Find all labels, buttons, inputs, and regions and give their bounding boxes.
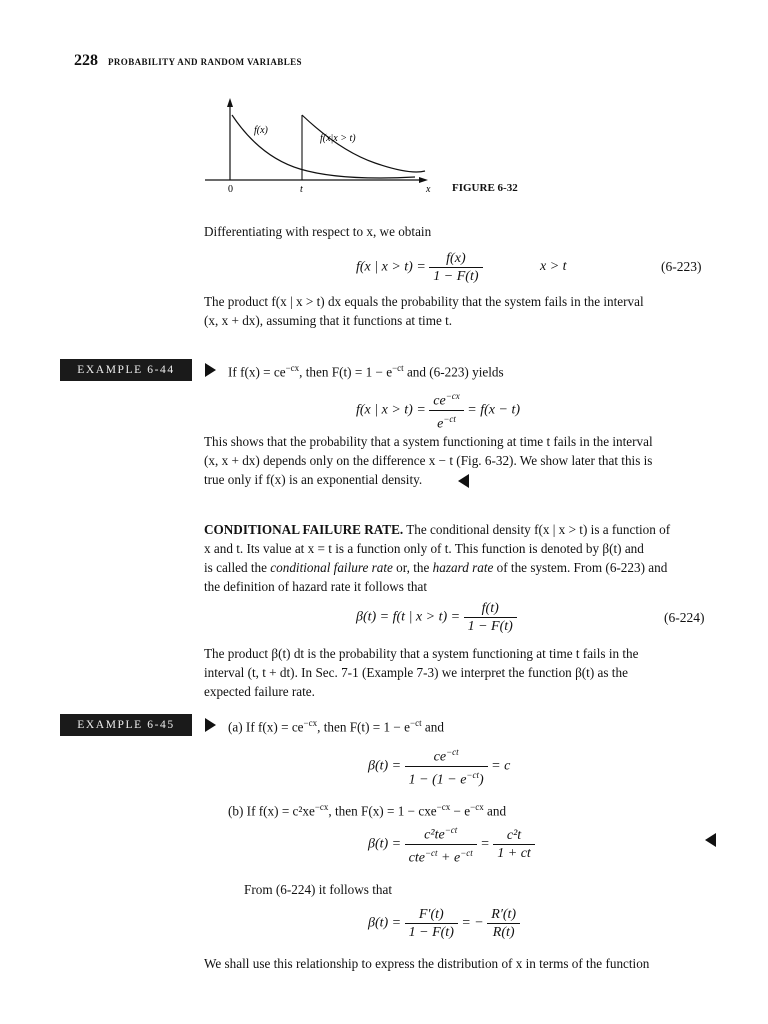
- example-b-equation: [368, 822, 535, 866]
- example-start-icon: [205, 718, 216, 732]
- example-intro: [228, 359, 718, 381]
- paragraph-line: the definition of hazard rate it follows that: [204, 579, 428, 594]
- curve2-label: f(x|x > t): [320, 133, 356, 144]
- eq-numerator: R′(t): [487, 906, 520, 924]
- figure-6-32: [200, 95, 450, 200]
- axis-x-label: x: [426, 184, 431, 195]
- paragraph-line: expected failure rate.: [204, 684, 315, 699]
- curve1-label: f(x): [254, 125, 268, 136]
- eq-rhs: = f(x − t): [467, 402, 520, 418]
- equation-number: (6-224): [664, 610, 705, 625]
- eq-numerator: $ce^{-ct}$: [405, 744, 488, 767]
- paragraph-text: The conditional density f(x | x > t) is a function of: [406, 522, 671, 537]
- equation-number: (6-223): [661, 259, 702, 274]
- hazard-equation: [368, 906, 520, 941]
- paragraph-line: This shows that the probability that a system functioning at time t fails in the interval: [204, 434, 653, 449]
- eq-numerator: F′(t): [405, 906, 458, 924]
- eq-numerator: $ce^{-cx}$: [429, 388, 464, 411]
- paragraph-line: (x, x + dx), assuming that it functions at time t.: [204, 313, 453, 328]
- equation-6-224: [356, 600, 517, 635]
- eq-lhs: β(t) = f(t | x > t) =: [356, 609, 461, 625]
- example-a-line: [228, 714, 718, 736]
- paragraph-line: (x, x + dx) depends only on the difference x − t (Fig. 6-32). We show later that this is: [204, 453, 653, 468]
- text-run: is called the: [204, 560, 271, 575]
- eq-equals: =: [480, 836, 490, 852]
- paragraph-line: interval (t, t + dt). In Sec. 7-1 (Example 7-3) we interpret the function β(t) as the: [204, 665, 628, 680]
- eq-lhs: β(t) =: [368, 836, 402, 852]
- page-number: 228: [74, 52, 98, 69]
- paragraph-line: true only if f(x) is an exponential density.: [204, 472, 423, 487]
- cfr-followup: [204, 644, 720, 701]
- example-label: EXAMPLE 6-45: [60, 714, 192, 736]
- follows-text: [244, 880, 714, 899]
- example-end-icon: [458, 474, 469, 488]
- paragraph-line: From (6-224) it follows that: [244, 882, 392, 897]
- eq-denominator: 1 − F(t): [467, 619, 513, 634]
- example-end-icon: [705, 833, 716, 847]
- intro-line: Differentiating with respect to x, we obtain: [204, 224, 432, 239]
- eq-lhs: f(x | x > t) =: [356, 402, 426, 418]
- example-label: EXAMPLE 6-44: [60, 359, 192, 381]
- equation-6-223: [356, 250, 483, 285]
- intro-text: [204, 222, 720, 241]
- eq-equals: = −: [461, 915, 484, 931]
- eq-lhs: β(t) =: [368, 915, 402, 931]
- tick-t: t: [300, 184, 303, 195]
- cfr-paragraph: [204, 520, 720, 596]
- paragraph-line: The product f(x | x > t) dx equals the probability that the system fails in the interval: [204, 294, 644, 309]
- intro-paragraph: [204, 292, 720, 330]
- example-equation: [356, 388, 520, 432]
- eq-lhs: f(x | x > t) =: [356, 259, 426, 275]
- eq-denominator: 1 + ct: [497, 845, 531, 861]
- eq-numerator: f(t): [464, 600, 517, 618]
- eq-numerator: f(x): [429, 250, 482, 268]
- figure-caption: FIGURE 6-32: [452, 182, 518, 194]
- paragraph-line: We shall use this relationship to express the distribution of x in terms of the function: [204, 956, 650, 971]
- running-title: PROBABILITY AND RANDOM VARIABLES: [108, 57, 302, 67]
- example-b-line: [228, 798, 718, 820]
- last-line: [204, 954, 720, 973]
- text-run: of the system. From (6-223) and: [493, 560, 668, 575]
- example-line: If $f(x) = ce^{-cx}$, then $F(t) = 1 - e^{-ct}$ and (6-223) yields: [228, 363, 504, 380]
- term-italic: hazard rate: [432, 560, 494, 575]
- eq-lhs: β(t) =: [368, 758, 402, 774]
- paragraph-line: The product β(t) dt is the probability that a system functioning at time t fails in the: [204, 646, 639, 661]
- eq-denominator: 1 − F(t): [433, 269, 479, 284]
- example-line: (b) If $f(x) = c^2xe^{-cx}$, then $F(x) = 1 - cxe^{-cx} - e^{-cx}$ and: [228, 802, 507, 819]
- eq-denominator: R(t): [492, 925, 515, 940]
- section-heading: CONDITIONAL FAILURE RATE.: [204, 522, 404, 537]
- term-italic: conditional failure rate: [270, 560, 393, 575]
- eq-denominator: $cte^{-ct} + e^{-ct}$: [408, 847, 473, 866]
- eq-denominator: $1 - (1 - e^{-ct})$: [408, 769, 484, 788]
- eq-rhs: = c: [491, 758, 511, 774]
- eq-denominator: 1 − F(t): [408, 925, 454, 940]
- text-run: or, the: [392, 560, 433, 575]
- eq-numerator: $c^2te^{-ct}$: [405, 822, 477, 845]
- eq-denominator: $e^{-ct}$: [437, 413, 456, 432]
- example-a-equation: [368, 744, 510, 788]
- eq-numerator: c²t: [493, 827, 535, 845]
- paragraph-line: x and t. Its value at x = t is a function only of t. This function is denoted by β(t) and: [204, 541, 644, 556]
- example-start-icon: [205, 363, 216, 377]
- tick-zero: 0: [228, 184, 233, 195]
- example-line: (a) If $f(x) = ce^{-cx}$, then $F(t) = 1 - e^{-ct}$ and: [228, 718, 444, 735]
- eq-condition: x > t: [540, 259, 567, 274]
